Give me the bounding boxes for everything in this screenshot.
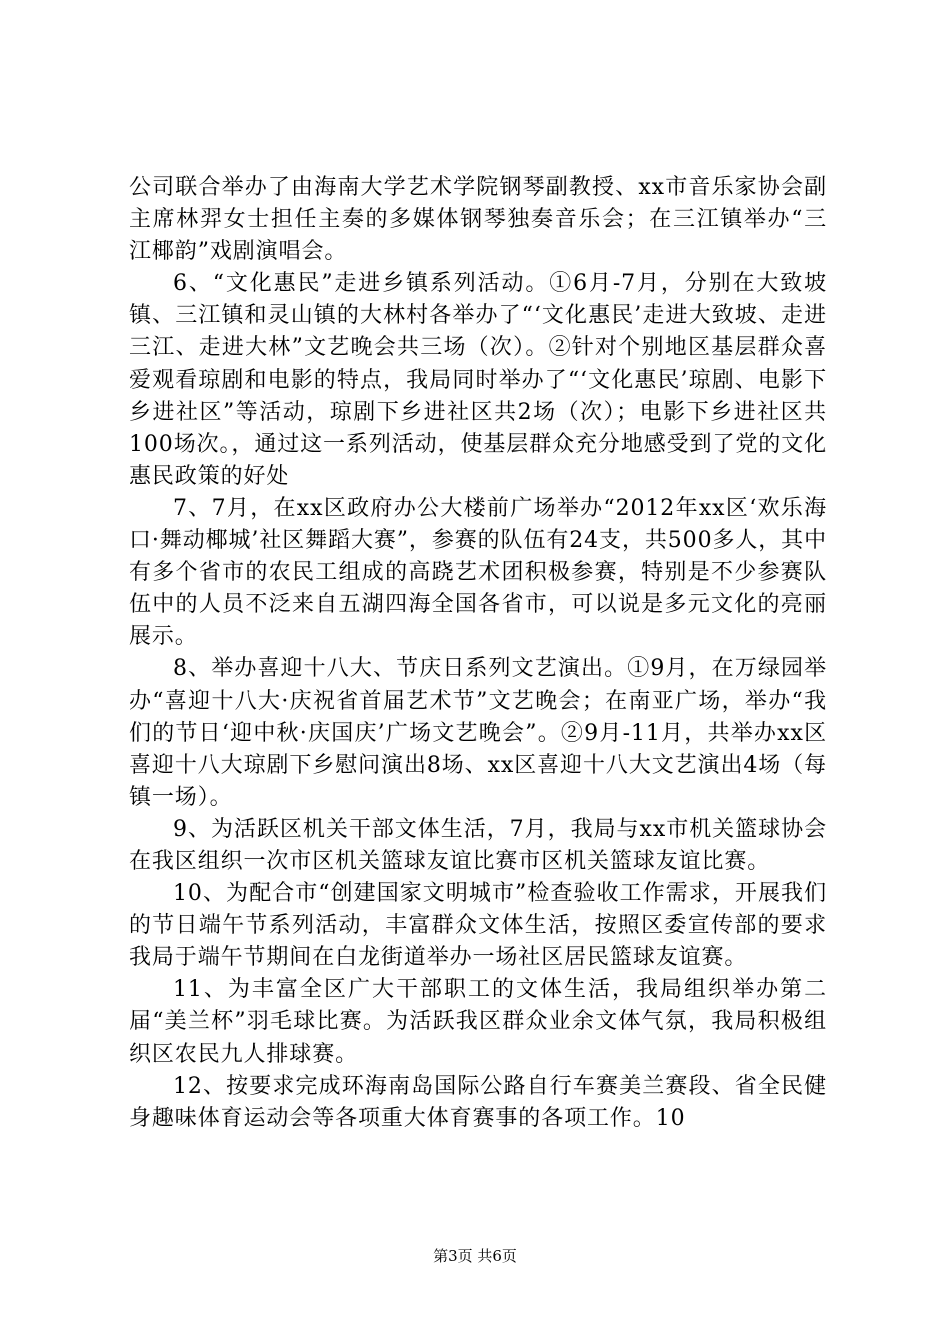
paragraph-item-9: 9、为活跃区机关干部文体生活，7月，我局与xx市机关篮球协会在我区组织一次市区机关篮球友谊比赛市区机关篮球友谊比赛。 <box>129 816 827 874</box>
document-body <box>129 172 827 1135</box>
paragraph-item-7: 7、7月，在xx区政府办公大楼前广场举办“2012年xx区‘欢乐海口·舞动椰城’社区舞蹈大赛”，参赛的队伍有24支，共500多人，其中有多个省市的农民工组成的高跷艺术团积极参赛，特别是不少参赛队伍中的人员不泛来自五湖四海全国各省市，可以说是多元文化的亮丽展示。 <box>129 495 827 650</box>
paragraph-continuation: 公司联合举办了由海南大学艺术学院钢琴副教授、xx市音乐家协会副主席林羿女士担任主奏的多媒体钢琴独奏音乐会；在三江镇举办“三江椰韵”戏剧演唱会。 <box>129 175 827 265</box>
paragraph-item-6: 6、“文化惠民”走进乡镇系列活动。①6月-7月，分别在大致坡镇、三江镇和灵山镇的大林村各举办了“‘文化惠民’走进大致坡、走进三江、走进大林”文艺晚会共三场（次）。②针对个别地区基层群众喜爱观看琼剧和电影的特点，我局同时举办了“‘文化惠民’琼剧、电影下乡进社区”等活动，琼剧下乡进社区共2场（次）；电影下乡进社区共100场次。，通过这一系列活动，使基层群众充分地感受到了党的文化惠民政策的好处 <box>129 271 827 489</box>
paragraph-item-8: 8、举办喜迎十八大、节庆日系列文艺演出。①9月，在万绿园举办“喜迎十八大·庆祝省首届艺术节”文艺晚会；在南亚广场，举办“我们的节日‘迎中秋·庆国庆’广场文艺晚会”。②9月-11月，共举办xx区喜迎十八大琼剧下乡慰问演出8场、xx区喜迎十八大文艺演出4场（每镇一场）。 <box>129 656 827 810</box>
page-footer: 第3页 共6页 <box>433 1247 517 1265</box>
paragraph-item-12: 12、按要求完成环海南岛国际公路自行车赛美兰赛段、省全民健身趣味体育运动会等各项重大体育赛事的各项工作。10 <box>129 1073 827 1131</box>
paragraph-item-11: 11、为丰富全区广大干部职工的文体生活，我局组织举办第二届“美兰杯”羽毛球比赛。为活跃我区群众业余文体气氛，我局积极组织区农民九人排球赛。 <box>129 977 827 1067</box>
paragraph-item-10: 10、为配合市“创建国家文明城市”检查验收工作需求，开展我们的节日端午节系列活动，丰富群众文体生活，按照区委宣传部的要求我局于端午节期间在白龙街道举办一场社区居民篮球友谊赛。 <box>129 881 827 971</box>
